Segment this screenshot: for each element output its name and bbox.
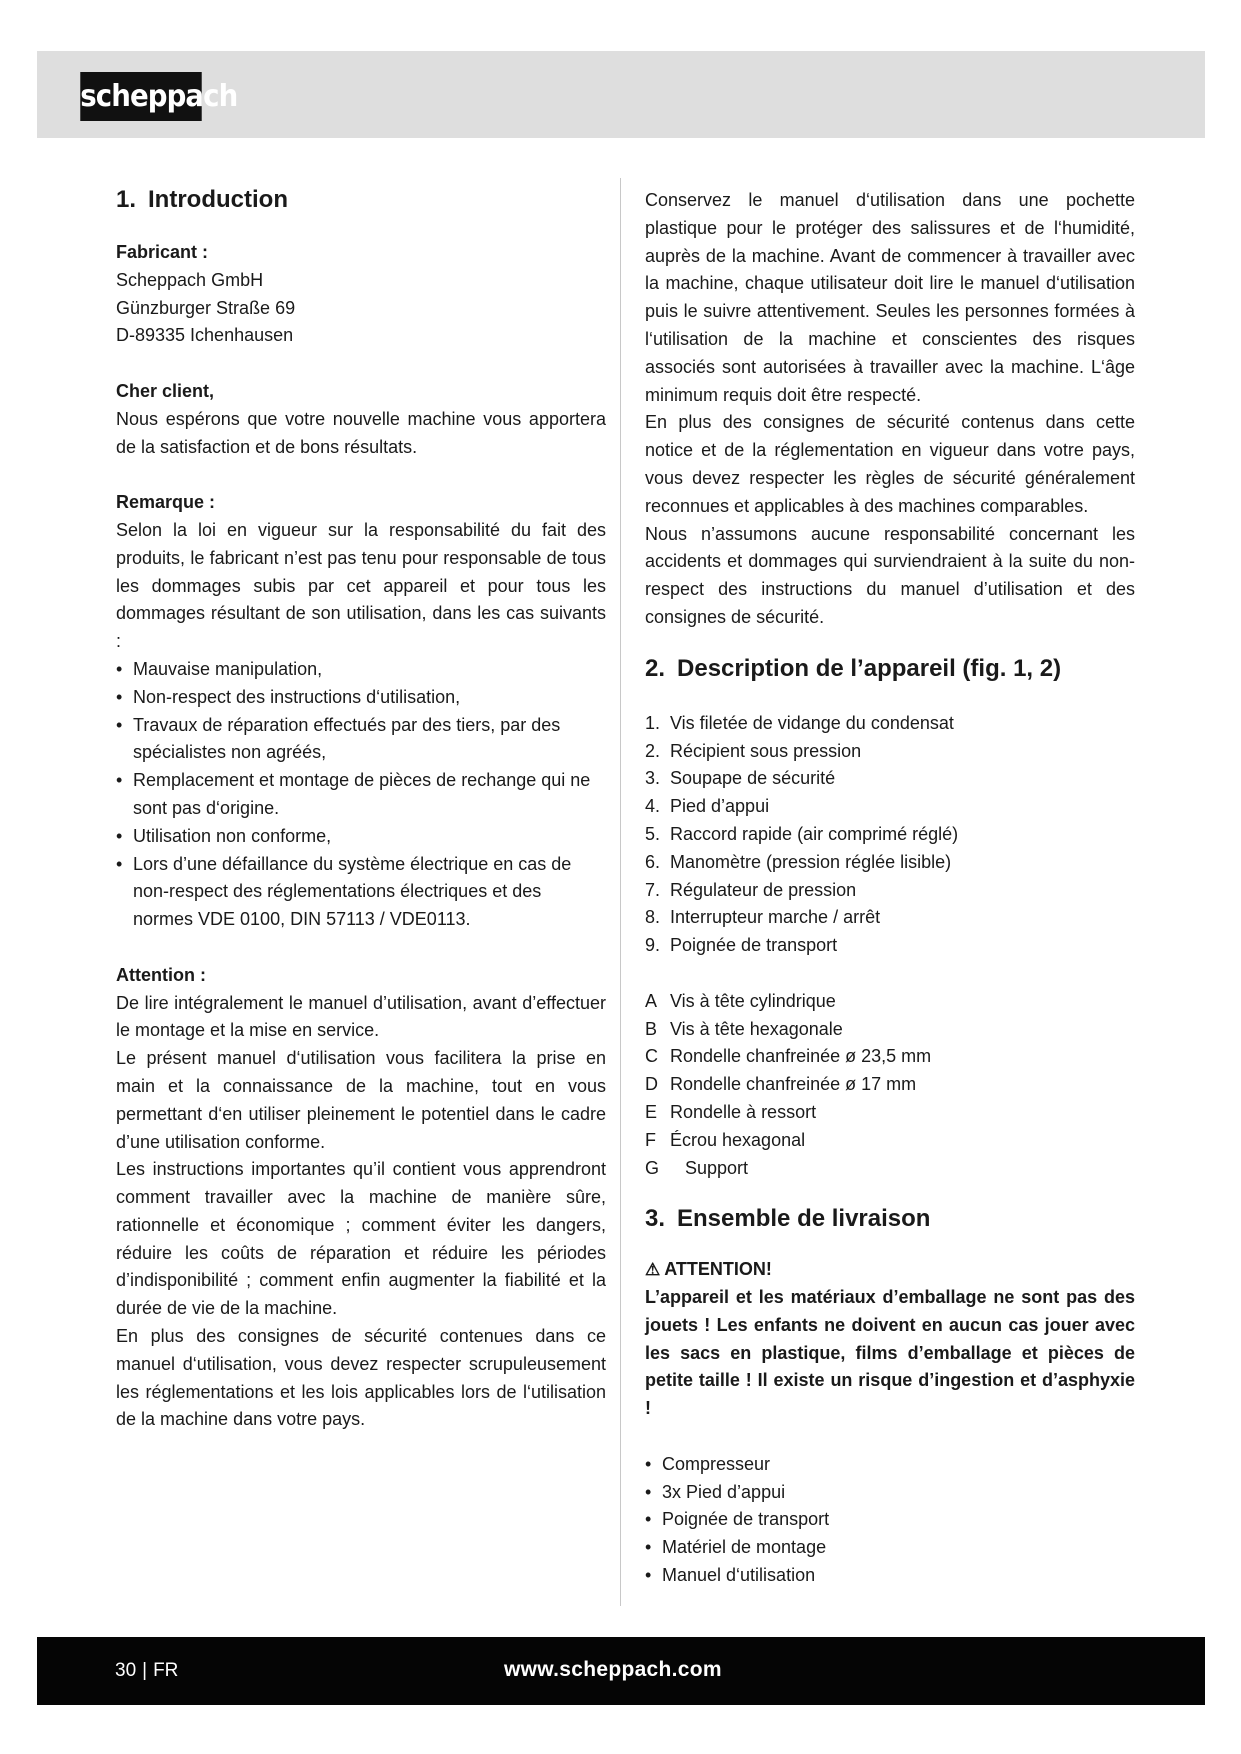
list-item: 4. Pied d’appui bbox=[645, 796, 770, 817]
list-item: 3. Soupape de sécurité bbox=[645, 768, 836, 789]
list-item: • Non-respect des instructions d‘utilisation, bbox=[116, 684, 606, 712]
list-item: A Vis à tête cylindrique bbox=[645, 990, 836, 1011]
left-column bbox=[116, 185, 606, 1434]
manufacturer-line: D-89335 Ichenhausen bbox=[116, 325, 294, 346]
attention-paragraph: De lire intégralement le manuel d’utilisation, avant d’effectuer le montage et la mise en service. bbox=[116, 992, 606, 1041]
list-item: • Travaux de réparation effectués par des tiers, par des spécialistes non agréés, bbox=[116, 712, 606, 768]
page-number: 30 bbox=[115, 1660, 137, 1681]
list-item: • 3x Pied d’appui bbox=[645, 1479, 1135, 1507]
list-item: • Remplacement et montage de pièces de rechange qui ne sont pas d‘origine. bbox=[116, 767, 606, 823]
section-heading-description: 2. Description de l’appareil (fig. 1, 2) bbox=[645, 654, 1062, 682]
list-item: • Lors d’une défaillance du système électrique en cas de non-respect des réglementations électriques et des normes VDE 0100, DIN 57113 / VDE0113. bbox=[116, 851, 606, 934]
manufacturer-label: Fabricant : bbox=[116, 242, 209, 262]
numbered-parts-list bbox=[645, 710, 1135, 960]
list-item: • Poignée de transport bbox=[645, 1506, 1135, 1534]
list-item: • Utilisation non conforme, bbox=[116, 823, 606, 851]
list-item: 5. Raccord rapide (air comprimé réglé) bbox=[645, 823, 959, 844]
list-item: 1. Vis filetée de vidange du condensat bbox=[645, 712, 954, 733]
client-label: Cher client, bbox=[116, 380, 215, 401]
attention-label: Attention : bbox=[116, 964, 206, 985]
safety-paragraph: En plus des consignes de sécurité contenus dans cette notice et de la réglementation en vigueur dans votre pays, vous devez respecter les règles de sécurité généralement reconnues et applicables à des machines comparables. bbox=[645, 412, 1135, 516]
storage-paragraph: Conservez le manuel d‘utilisation dans une pochette plastique pour le protéger des salissures et de l‘humidité, auprès de la machine. Avant de commencer à travailler avec la machine, chaque utilisateur doit lire le manuel d‘utilisation puis le suivre attentivement. Seules les personnes formées à l‘utilisation de la machine et conscientes des risques associés sont autorisées à travailler avec la machine. L‘âge minimum requis doit être respecté. bbox=[645, 190, 1135, 405]
warning-triangle-icon: ⚠ bbox=[645, 1260, 661, 1280]
remark-bullet-list bbox=[116, 656, 606, 934]
language-code: FR bbox=[153, 1660, 179, 1681]
section-heading-delivery: 3. Ensemble de livraison bbox=[645, 1205, 931, 1233]
liability-paragraph: Nous n’assumons aucune responsabilité concernant les accidents et dommages qui surviendraient à la suite du non-respect des instructions du manuel d’utilisation et des consignes de sécurité. bbox=[645, 523, 1135, 627]
page-number-label: 30 | FR bbox=[115, 1660, 179, 1681]
attention-paragraph: En plus des consignes de sécurité contenues dans ce manuel d‘utilisation, vous devez respecter scrupuleusement les réglementations et les lois applicables lors de l‘utilisation de la machine dans votre pays. bbox=[116, 1326, 606, 1430]
warning-heading: ⚠ ATTENTION! bbox=[645, 1259, 772, 1280]
manufacturer-line: Günzburger Straße 69 bbox=[116, 297, 296, 318]
list-item: • Mauvaise manipulation, bbox=[116, 656, 606, 684]
list-item: C Rondelle chanfreinée ø 23,5 mm bbox=[645, 1046, 932, 1067]
list-item: B Vis à tête hexagonale bbox=[645, 1018, 843, 1039]
warning-text: L’appareil et les matériaux d’emballage ne sont pas des jouets ! Les enfants ne doivent en aucun cas jouer avec les sacs en plastique, films d’emballage et pièces de petite taille ! Il existe un risque d’ingestion et d’asphyxie ! bbox=[645, 1287, 1135, 1419]
remark-paragraph: Selon la loi en vigueur sur la responsabilité du fait des produits, le fabricant n’est pas tenu pour responsable de tous les dommages subis par cet appareil et pour tous les dommages résultant de son utilisation, dans les cas suivants : bbox=[116, 519, 606, 652]
right-column bbox=[645, 187, 1135, 1590]
list-item: 7. Régulateur de pression bbox=[645, 879, 857, 900]
attention-paragraph: Le présent manuel d‘utilisation vous facilitera la prise en main et la connaissance de la machine, tout en vous permettant d‘en utiliser pleinement le potentiel dans le cadre d’une utilisation conforme. bbox=[116, 1048, 606, 1152]
list-item: 2. Récipient sous pression bbox=[645, 740, 862, 761]
footer-band bbox=[37, 1637, 1205, 1705]
list-item: D Rondelle chanfreinée ø 17 mm bbox=[645, 1074, 917, 1095]
list-item: 9. Poignée de transport bbox=[645, 935, 838, 956]
header-band bbox=[37, 51, 1205, 138]
attention-paragraph: Les instructions importantes qu’il contient vous apprendront comment travailler avec la machine de manière sûre, rationnelle et économique ; comment éviter les dangers, réduire les coûts de réparation et réduire les périodes d’indisponibilité ; comment enfin augmenter la fiabilité et la durée de vie de la machine. bbox=[116, 1159, 606, 1319]
list-item: 8. Interrupteur marche / arrêt bbox=[645, 907, 881, 928]
list-item: • Matériel de montage bbox=[645, 1534, 1135, 1562]
section-heading-introduction: 1. Introduction bbox=[116, 186, 288, 213]
list-item: • Manuel d‘utilisation bbox=[645, 1562, 1135, 1590]
list-item: G Support bbox=[645, 1157, 749, 1178]
scheppach-logo: scheppach bbox=[80, 72, 201, 121]
list-item: F Écrou hexagonal bbox=[645, 1129, 806, 1150]
list-item: E Rondelle à ressort bbox=[645, 1101, 817, 1122]
delivery-list bbox=[645, 1451, 1135, 1590]
client-paragraph: Nous espérons que votre nouvelle machine vous apportera de la satisfaction et de bons résultats. bbox=[116, 408, 606, 457]
manufacturer-line: Scheppach GmbH bbox=[116, 269, 264, 290]
remark-label: Remarque : bbox=[116, 492, 216, 513]
list-item: • Compresseur bbox=[645, 1451, 1135, 1479]
lettered-parts-list bbox=[645, 988, 1135, 1183]
column-divider bbox=[620, 178, 621, 1606]
list-item: 6. Manomètre (pression réglée lisible) bbox=[645, 851, 952, 872]
website-url: www.scheppach.com bbox=[504, 1658, 722, 1681]
